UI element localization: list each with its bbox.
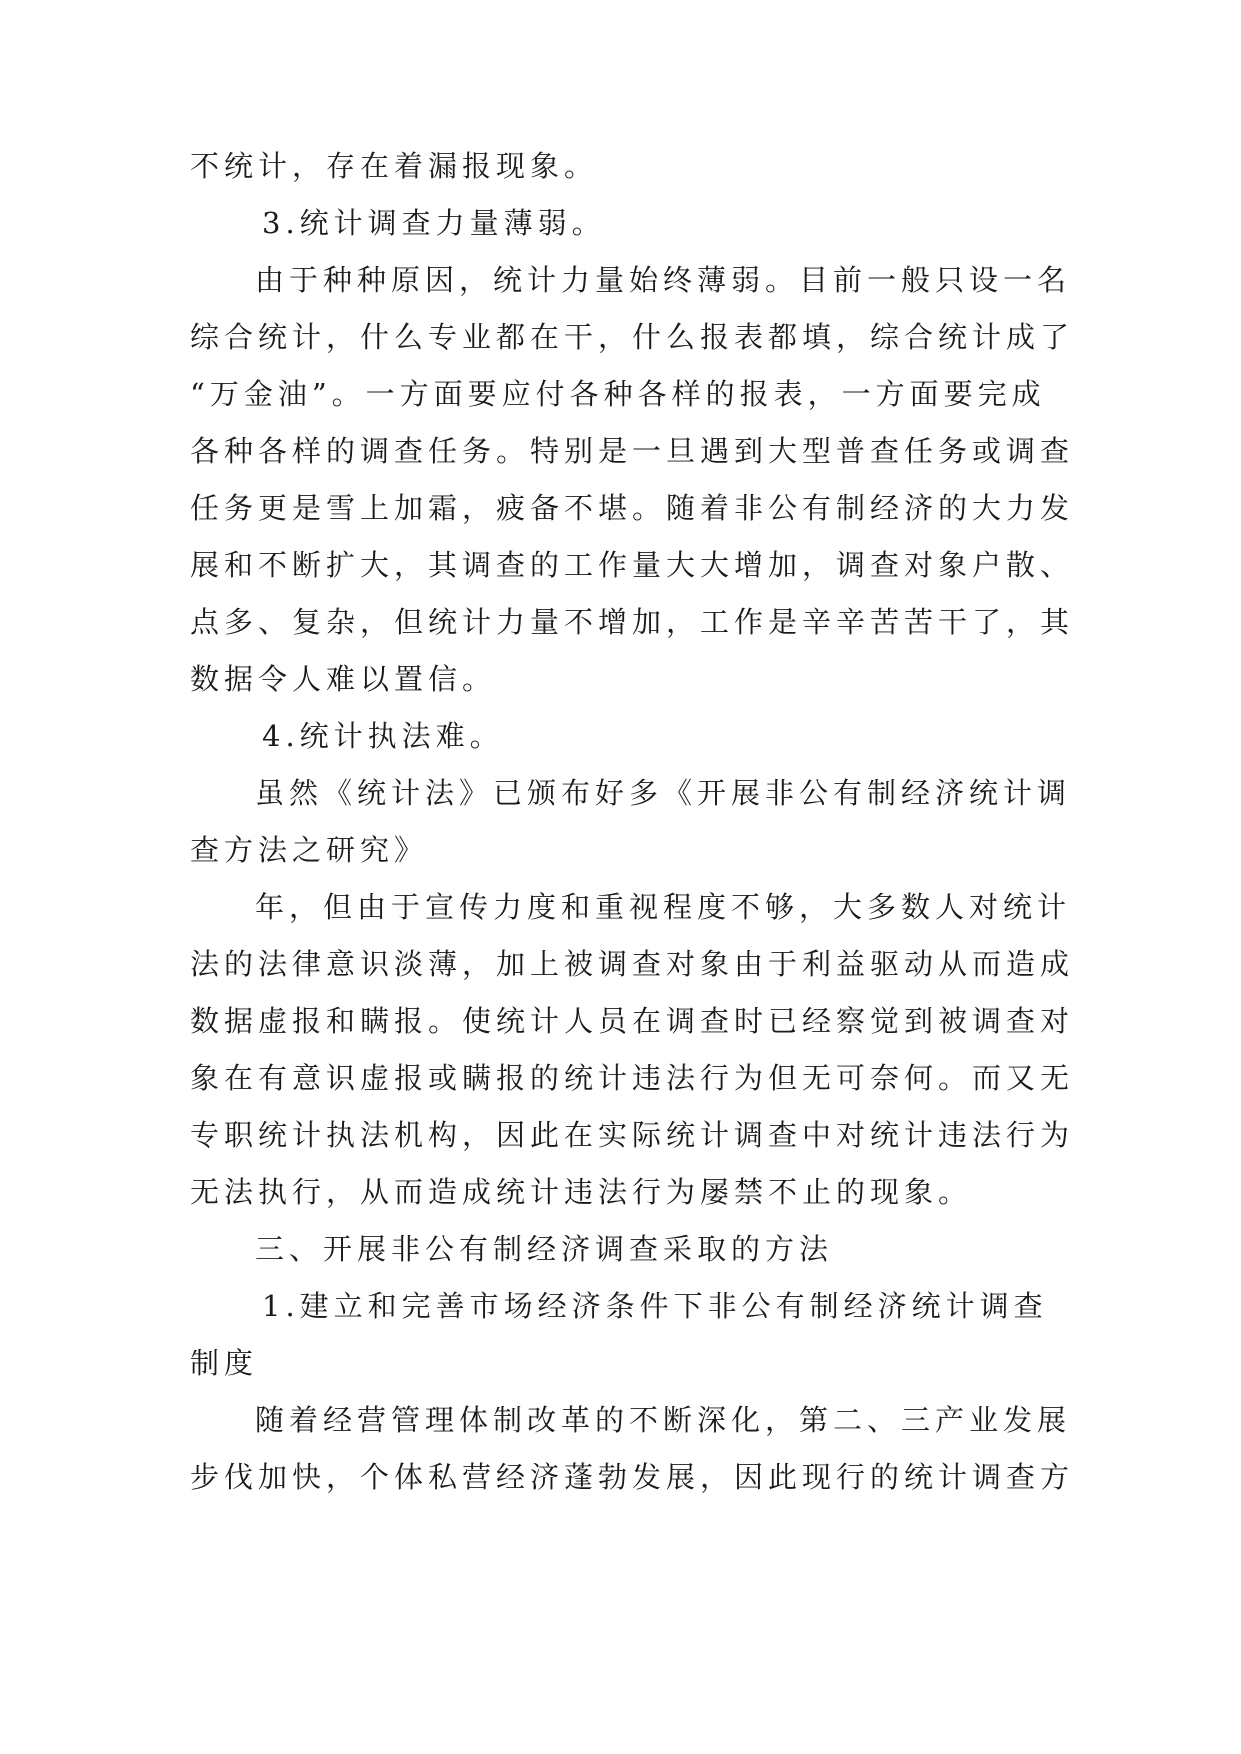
text-line: “万金油”。一方面要应付各种各样的报表，一方面要完成 [190, 377, 1046, 411]
text-line: 步伐加快，个体私营经济蓬勃发展，因此现行的统计调查方 [190, 1460, 1075, 1494]
text-line: 任务更是雪上加霜，疲备不堪。随着非公有制经济的大力发 [190, 491, 1075, 525]
text-line: 法的法律意识淡薄，加上被调查对象由于利益驱动从而造成 [190, 947, 1075, 981]
text-line: 专职统计执法机构，因此在实际统计调查中对统计违法行为 [190, 1118, 1075, 1152]
text-line: 各种各样的调查任务。特别是一旦遇到大型普查任务或调查 [190, 434, 1075, 468]
subheading: 3.统计调查力量薄弱。 [262, 206, 606, 240]
text-line: 数据虚报和瞒报。使统计人员在调查时已经察觉到被调查对 [190, 1004, 1075, 1038]
text-line: 制度 [190, 1346, 259, 1380]
text-line: 数据令人难以置信。 [190, 662, 497, 696]
text-line: 综合统计，什么专业都在干，什么报表都填，综合统计成了 [190, 320, 1075, 354]
text-line: 象在有意识虚报或瞒报的统计违法行为但无可奈何。而又无 [190, 1061, 1075, 1095]
text-line: 查方法之研究》 [190, 833, 429, 867]
subheading: 1.建立和完善市场经济条件下非公有制经济统计调查 [262, 1289, 1048, 1323]
section-heading: 三、开展非公有制经济调查采取的方法 [255, 1232, 834, 1266]
paragraph-start: 虽然《统计法》已颁布好多《开展非公有制经济统计调 [255, 776, 1072, 810]
text-line: 点多、复杂，但统计力量不增加，工作是辛辛苦苦干了，其 [190, 605, 1075, 639]
text-line: 无法执行，从而造成统计违法行为屡禁不止的现象。 [190, 1175, 973, 1209]
paragraph-start: 年，但由于宣传力度和重视程度不够，大多数人对统计 [255, 890, 1072, 924]
paragraph-start: 由于种种原因，统计力量始终薄弱。目前一般只设一名 [255, 263, 1072, 297]
text-line: 不统计，存在着漏报现象。 [190, 149, 599, 183]
paragraph-start: 随着经营管理体制改革的不断深化，第二、三产业发展 [255, 1403, 1072, 1437]
subheading: 4.统计执法难。 [262, 719, 504, 753]
text-line: 展和不断扩大，其调查的工作量大大增加，调查对象户散、 [190, 548, 1075, 582]
